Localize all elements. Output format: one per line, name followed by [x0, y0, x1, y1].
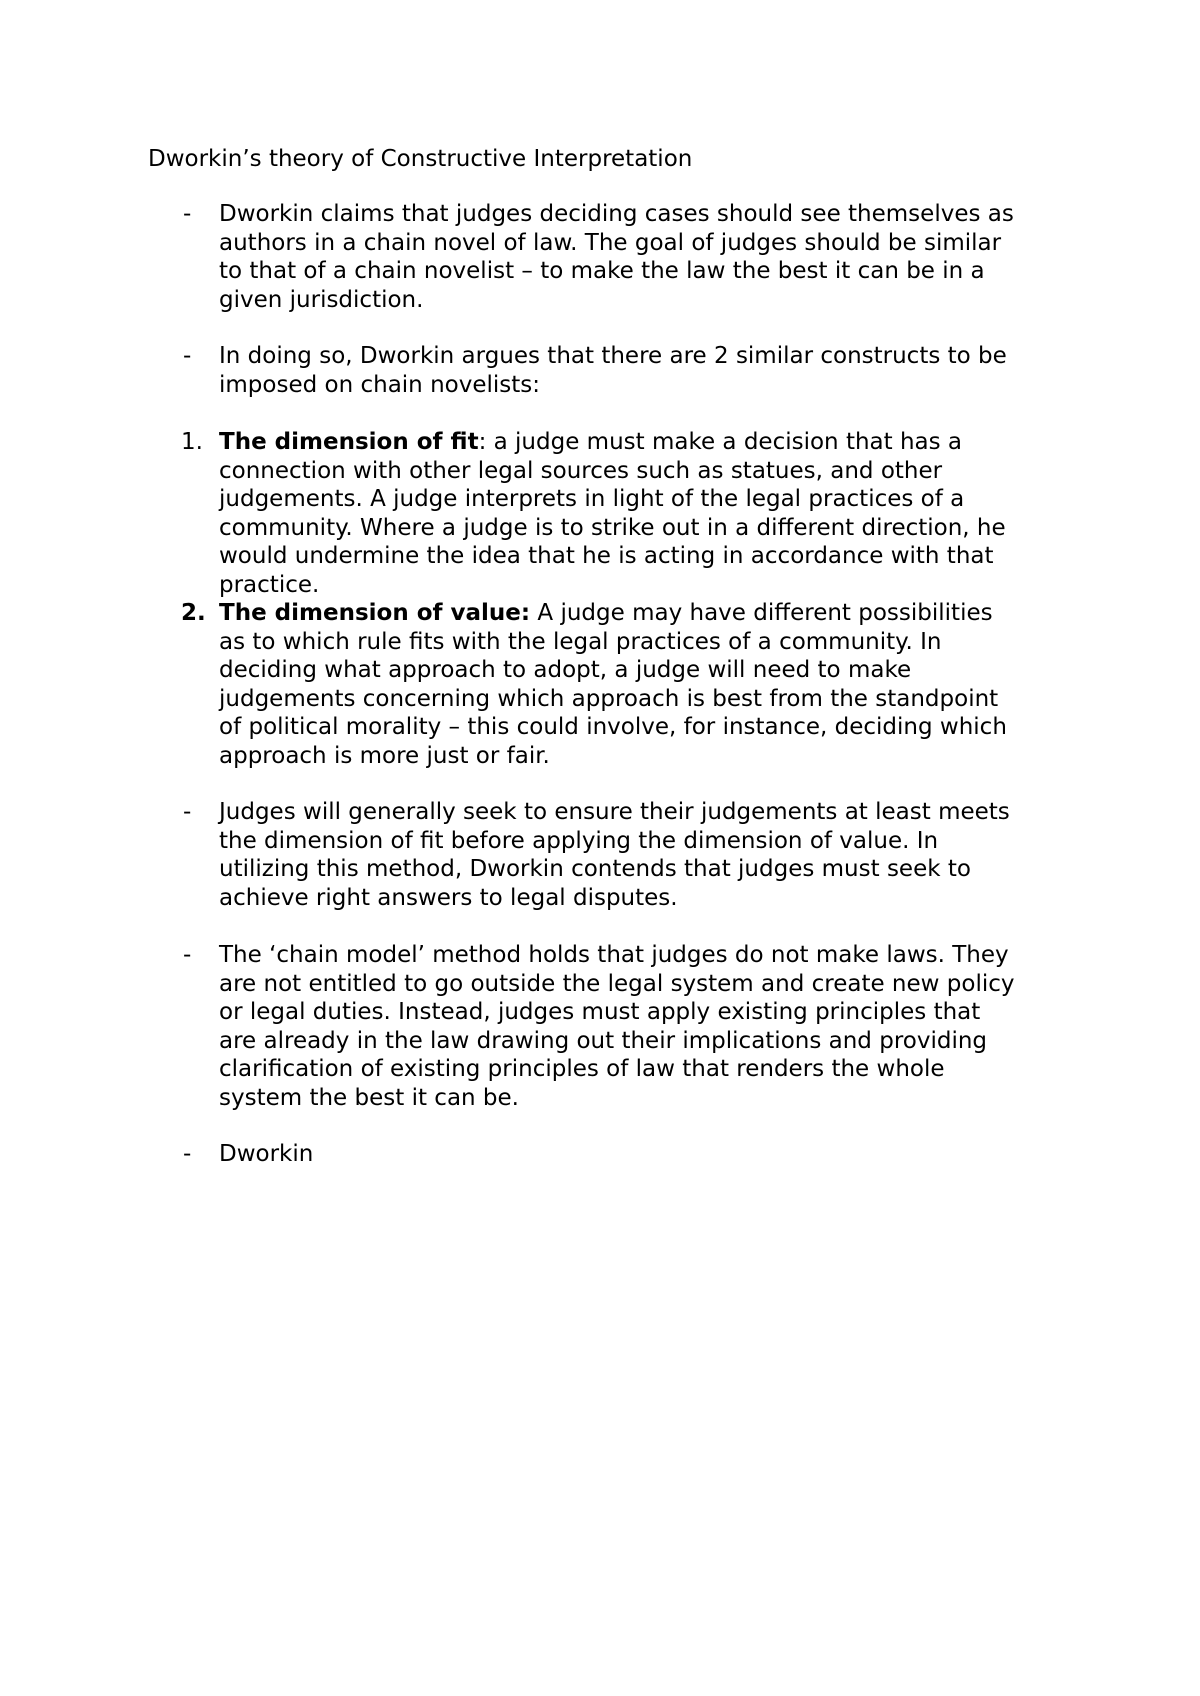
bullet-marker: -: [183, 1141, 192, 1167]
numbered-item-dimension-of-value: [181, 599, 1099, 770]
numbered-line: as to which rule fits with the legal practices of a community. In: [219, 628, 942, 655]
numbered-first-line: [219, 599, 1099, 628]
bullet-line: achieve right answers to legal disputes.: [219, 884, 678, 911]
numbered-line: connection with other legal sources such as statues, and other: [219, 457, 943, 484]
document-title: Dworkin’s theory of Constructive Interpretation: [148, 146, 693, 172]
bullet-line: Dworkin: [219, 1141, 314, 1167]
bullet-marker: -: [183, 942, 192, 968]
numbered-line: judgements. A judge interprets in light of the legal practices of a: [219, 486, 965, 512]
first-line-rest: : a judge must make a decision that has a: [478, 429, 963, 455]
bullet-marker: -: [183, 799, 192, 825]
numbered-line: would undermine the idea that he is acting in accordance with that: [219, 543, 994, 569]
numbered-line: approach is more just or fair.: [219, 742, 550, 769]
numbered-first-line: [219, 428, 1099, 457]
bullet-line: given jurisdiction.: [219, 286, 424, 313]
bullet-line: utilizing this method, Dworkin contends that judges must seek to: [219, 856, 971, 882]
bullet-line: the dimension of fit before applying the dimension of value. In: [219, 827, 939, 854]
bullet-item-judges-fit-value: [183, 798, 1099, 912]
bullet-item-dworkin: [183, 1140, 1099, 1169]
bullet-line: authors in a chain novel of law. The goal of judges should be similar: [219, 229, 1002, 256]
numbered-line: judgements concerning which approach is best from the standpoint: [219, 685, 999, 712]
numbered-line: of political morality – this could involve, for instance, deciding which: [219, 714, 1007, 740]
bullet-line: system the best it can be.: [219, 1084, 519, 1111]
bullet-marker: -: [183, 343, 192, 369]
term-dimension-of-fit: The dimension of fit: [219, 429, 479, 455]
numbered-line: practice.: [219, 571, 320, 598]
numbered-line: deciding what approach to adopt, a judge will need to make: [219, 657, 912, 683]
number-marker: 1.: [181, 429, 203, 455]
bullet-item-constructs: [183, 342, 1099, 399]
bullet-line: clarification of existing principles of law that renders the whole: [219, 1056, 945, 1082]
bullet-line: The ‘chain model’ method holds that judges do not make laws. They: [219, 942, 1009, 968]
bullet-line: Dworkin claims that judges deciding cases should see themselves as: [219, 201, 1014, 227]
bullet-line: or legal duties. Instead, judges must apply existing principles that: [219, 999, 981, 1025]
bullet-item-judges-authors: [183, 200, 1099, 314]
numbered-item-dimension-of-fit: [181, 428, 1099, 599]
bullet-line: are already in the law drawing out their implications and providing: [219, 1027, 988, 1054]
bullet-line: to that of a chain novelist – to make the law the best it can be in a: [219, 258, 985, 284]
bullet-item-chain-model: [183, 941, 1099, 1112]
bullet-line: imposed on chain novelists:: [219, 371, 540, 398]
bullet-marker: -: [183, 201, 192, 227]
first-line-rest: A judge may have different possibilities: [530, 600, 993, 626]
bullet-line: Judges will generally seek to ensure their judgements at least meets: [219, 799, 1010, 825]
bullet-line: In doing so, Dworkin argues that there are 2 similar constructs to be: [219, 343, 1007, 369]
number-marker: 2.: [181, 600, 206, 626]
numbered-line: community. Where a judge is to strike out in a different direction, he: [219, 514, 1006, 541]
bullet-line: are not entitled to go outside the legal system and create new policy: [219, 970, 1015, 997]
term-dimension-of-value: The dimension of value:: [219, 600, 531, 626]
